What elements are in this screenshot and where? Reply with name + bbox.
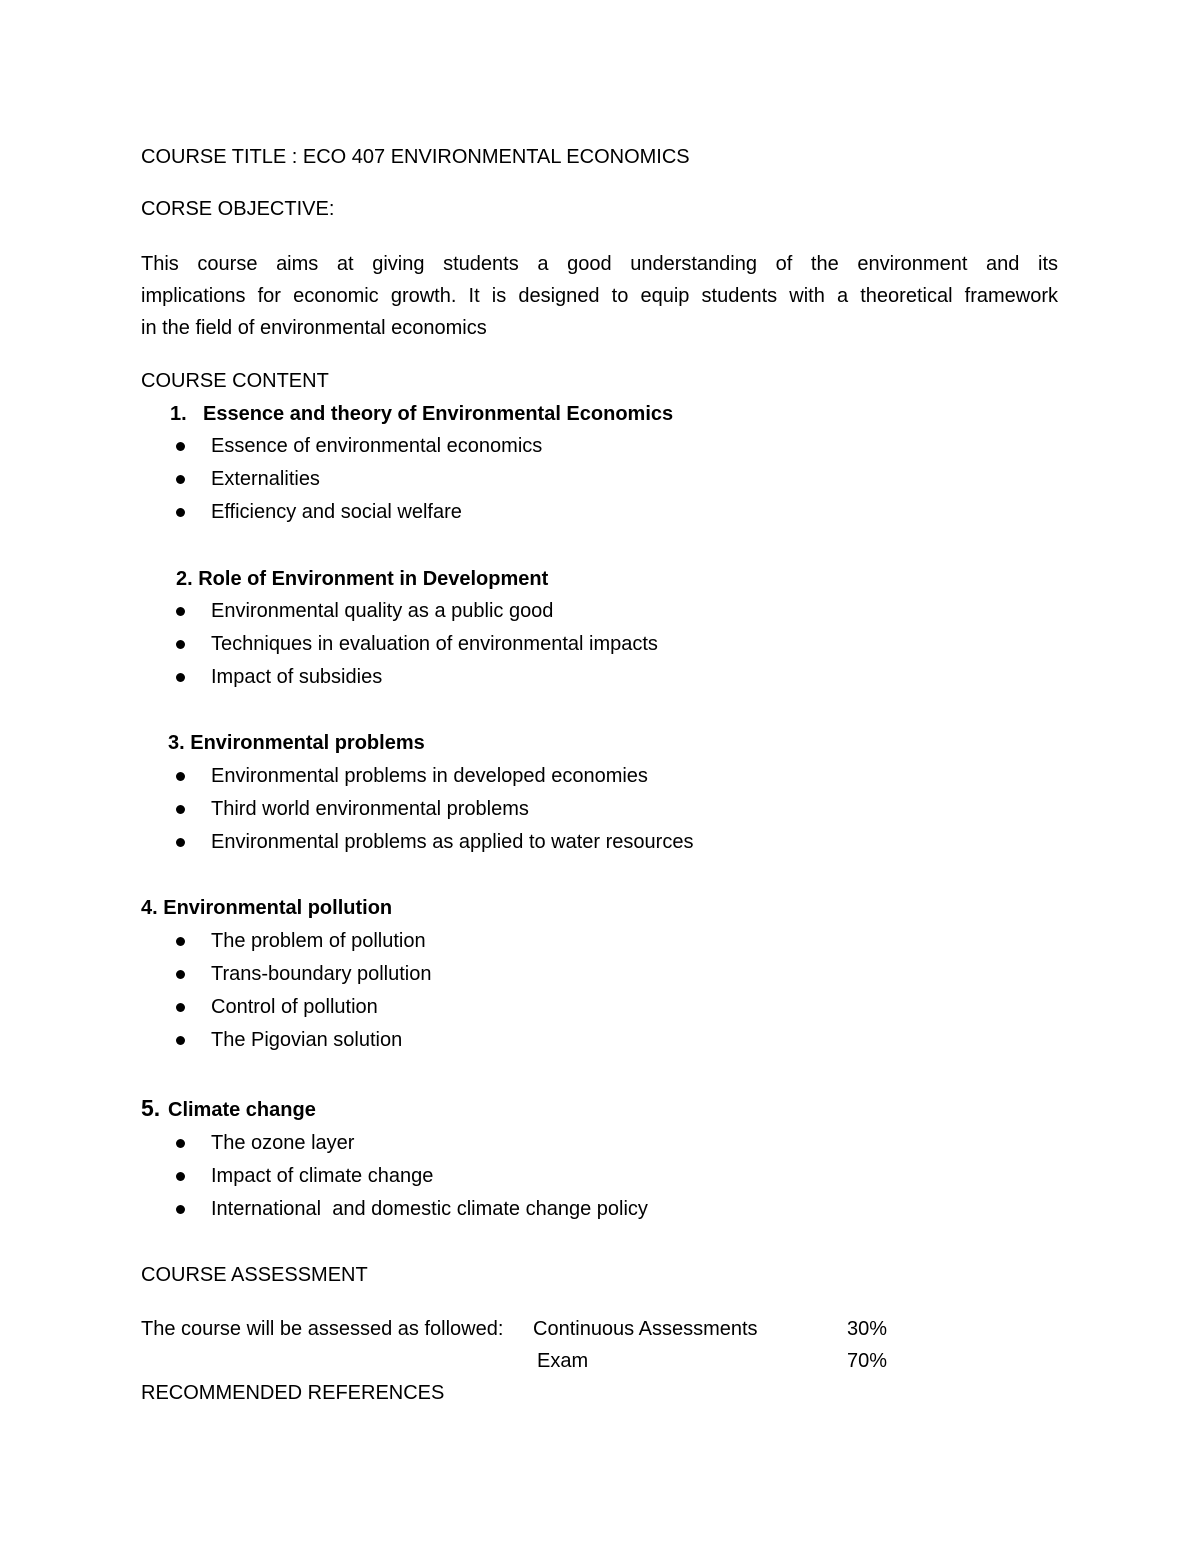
assessment-value-exam: 70%: [847, 1350, 888, 1372]
list-item: The Pigovian solution: [211, 1029, 403, 1051]
bullet-icon: [176, 838, 185, 847]
section-2-heading: 2. Role of Environment in Development: [176, 568, 549, 590]
bullet-icon: [176, 805, 185, 814]
bullet-icon: [176, 772, 185, 781]
assessment-intro: The course will be assessed as followed:: [141, 1318, 504, 1340]
bullet-icon: [176, 970, 185, 979]
section-3-heading: 3. Environmental problems: [168, 732, 425, 754]
list-item: Efficiency and social welfare: [211, 501, 462, 523]
list-item: The ozone layer: [211, 1132, 355, 1154]
list-item: Impact of subsidies: [211, 666, 383, 688]
section-1-number: 1.: [170, 403, 187, 425]
bullet-icon: [176, 640, 185, 649]
bullet-icon: [176, 508, 185, 517]
bullet-icon: [176, 1205, 185, 1214]
bullet-icon: [176, 1139, 185, 1148]
list-item: Techniques in evaluation of environmental impacts: [211, 633, 658, 655]
bullet-icon: [176, 1003, 185, 1012]
objective-heading: CORSE OBJECTIVE:: [141, 198, 335, 220]
section-5-number: 5.: [141, 1095, 161, 1121]
bullet-icon: [176, 673, 185, 682]
bullet-icon: [176, 442, 185, 451]
assessment-label-continuous: Continuous Assessments: [533, 1318, 758, 1340]
list-item: Environmental quality as a public good: [211, 600, 554, 622]
assessment-value-continuous: 30%: [847, 1318, 888, 1340]
section-4-heading: 4. Environmental pollution: [141, 897, 393, 919]
section-5-title: Climate change: [168, 1099, 316, 1121]
list-item: Environmental problems in developed economies: [211, 765, 648, 787]
bullet-icon: [176, 475, 185, 484]
objective-line-3: in the field of environmental economics: [141, 317, 487, 339]
course-title: COURSE TITLE : ECO 407 ENVIRONMENTAL ECONOMICS: [141, 146, 690, 168]
assessment-heading: COURSE ASSESSMENT: [141, 1264, 368, 1286]
bullet-icon: [176, 1036, 185, 1045]
list-item: Impact of climate change: [211, 1165, 434, 1187]
content-heading: COURSE CONTENT: [141, 370, 329, 392]
bullet-icon: [176, 607, 185, 616]
list-item: Environmental problems as applied to water resources: [211, 831, 694, 853]
section-1-title: Essence and theory of Environmental Economics: [203, 403, 674, 425]
bullet-icon: [176, 937, 185, 946]
objective-line-2: implications for economic growth. It is designed to equip students with a theoretical framework: [141, 285, 1058, 307]
bullet-icon: [176, 1172, 185, 1181]
assessment-label-exam: Exam: [537, 1350, 589, 1372]
objective-line-1: This course aims at giving students a good understanding of the environment and its: [141, 253, 1058, 275]
list-item: Essence of environmental economics: [211, 435, 543, 457]
references-heading: RECOMMENDED REFERENCES: [141, 1382, 445, 1404]
list-item: The problem of pollution: [211, 930, 426, 952]
list-item: Third world environmental problems: [211, 798, 529, 820]
list-item: Control of pollution: [211, 996, 378, 1018]
list-item: International and domestic climate change policy: [211, 1198, 648, 1220]
list-item: Trans-boundary pollution: [211, 963, 432, 985]
list-item: Externalities: [211, 468, 320, 490]
